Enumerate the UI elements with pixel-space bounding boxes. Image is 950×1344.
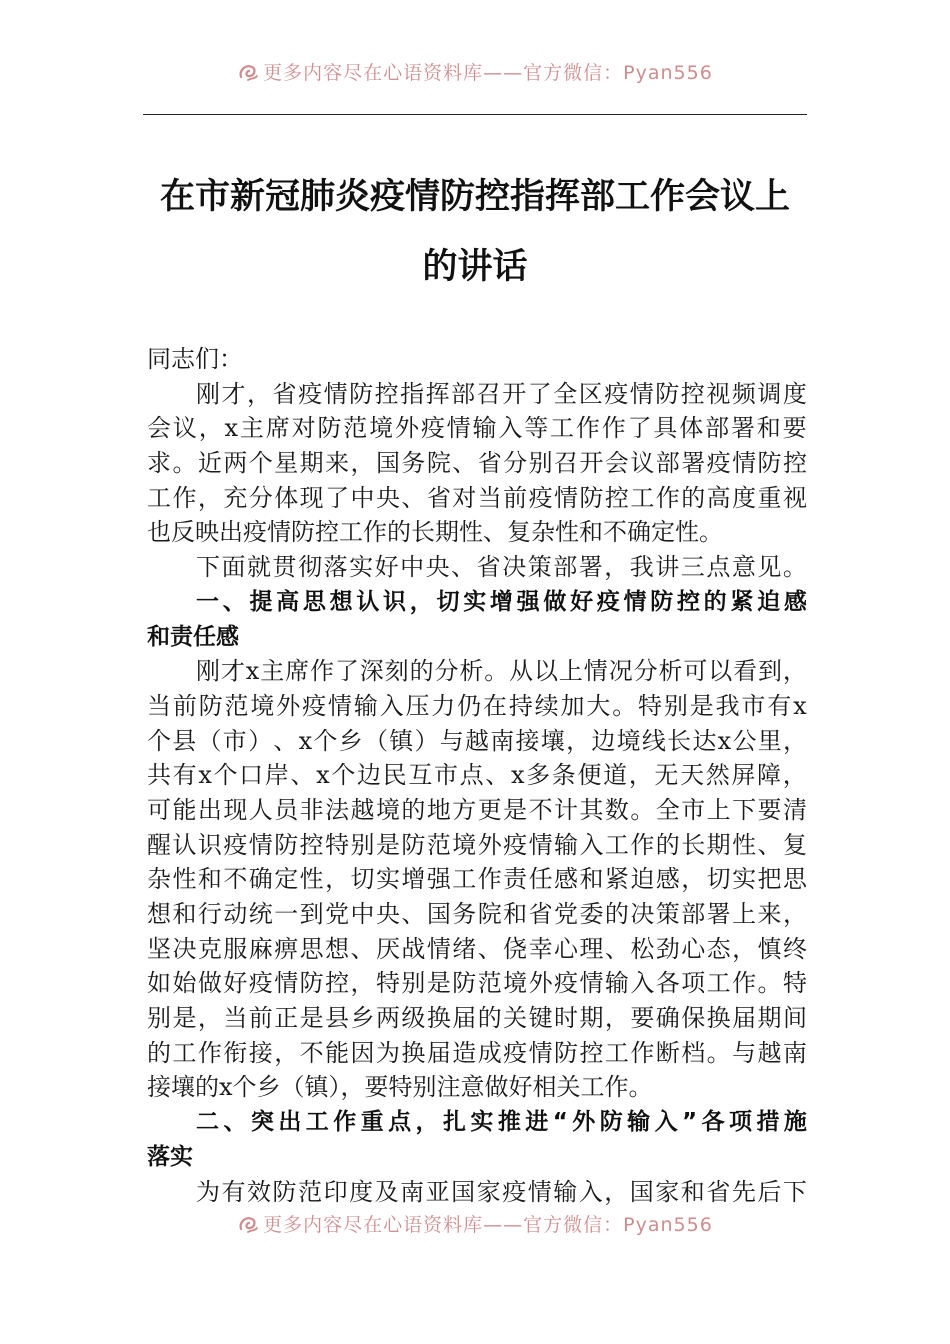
watermark-top — [0, 58, 950, 85]
logo-icon — [237, 1213, 259, 1235]
paragraph-line: 求 。 近 两 个 星 期 来 ， 国 务 院 、 省 分 别 召 开 会 议 部 署 疫 情 防 控 — [147, 449, 807, 478]
section-heading-1: 一 、 提 高 思 想 认 识 ， 切 实 增 强 做 好 疫 情 防 控 的 紧 迫 感 — [196, 588, 807, 615]
watermark-bottom — [0, 1210, 950, 1237]
section-heading-1-cont: 和责任感 — [147, 623, 239, 650]
document-body — [147, 342, 807, 1209]
paragraph-line: 的 工 作 衔 接 ， 不 能 因 为 换 届 造 成 疫 情 防 控 工 作 断 档 。 与 越 南 — [147, 1038, 807, 1067]
paragraph-line: 别 是 ， 当 前 正 是 县 乡 两 级 换 届 的 关 键 时 期 ， 要 确 保 换 届 期 间 — [147, 1004, 807, 1033]
document-title-line-1: 在市新冠肺炎疫情防控指挥部工作会议上 — [159, 176, 790, 217]
paragraph-line: 下 面 就 贯 彻 落 实 好 中 央 、 省 决 策 部 署 ， 我 讲 三 点 意 见 。 — [196, 553, 807, 582]
paragraph-line: 如 始 做 好 疫 情 防 控 ， 特 别 是 防 范 境 外 疫 情 输 入 各 项 工 作 。 特 — [147, 969, 807, 998]
paragraph-line: 也反映出疫情防控工作的长期性、复杂性和不确定性。 — [147, 518, 723, 547]
paragraph-line: 想 和 行 动 统 一 到 党 中 央 、 国 务 院 和 省 党 委 的 决 策 部 署 上 来 ， — [147, 900, 807, 928]
paragraph-line: 共 有 x 个 口 岸 、 x 个 边 民 互 市 点 、 x 多 条 便 道 ， 无 天 然 屏 障 ， — [147, 761, 807, 790]
paragraph-line: 接壤的x个乡（镇），要特别注意做好相关工作。 — [147, 1073, 653, 1102]
section-heading-2: 二 、 突 出 工 作 重 点 ， 扎 实 推 进 “ 外 防 输 入 ” 各 项 措 施 — [196, 1109, 807, 1136]
paragraph-line: 刚 才 ， 省 疫 情 防 控 指 挥 部 召 开 了 全 区 疫 情 防 控 视 频 调 度 — [196, 379, 807, 408]
logo-icon — [237, 61, 259, 83]
watermark-text: 更多内容尽在心语资料库——官方微信：Pyan556 — [263, 62, 713, 84]
paragraph-line: 个 县 （ 市 ） 、 x 个 乡 （ 镇 ） 与 越 南 接 壤 ， 边 境 线 长 达 x 公 里 ， — [147, 726, 807, 755]
paragraph-line: 会 议 ， x 主 席 对 防 范 境 外 疫 情 输 入 等 工 作 作 了 具 体 部 署 和 要 — [147, 414, 807, 443]
document-title-line-2: 的讲话 — [422, 246, 528, 287]
paragraph-line: 工 作 ， 充 分 体 现 了 中 央 、 省 对 当 前 疫 情 防 控 工 作 的 高 度 重 视 — [147, 483, 807, 512]
paragraph-line: 刚 才 x 主 席 作 了 深 刻 的 分 析 。 从 以 上 情 况 分 析 可 以 看 到 ， — [196, 657, 807, 686]
paragraph-line: 醒 认 识 疫 情 防 控 特 别 是 防 范 境 外 疫 情 输 入 工 作 的 长 期 性 、 复 — [147, 830, 807, 859]
paragraph-line: 当 前 防 范 境 外 疫 情 输 入 压 力 仍 在 持 续 加 大 。 特 别 是 我 市 有 x — [147, 691, 807, 720]
section-heading-2-cont: 落实 — [147, 1143, 193, 1170]
header-divider — [143, 114, 807, 115]
paragraph-line: 坚 决 克 服 麻 痹 思 想 、 厌 战 情 绪 、 侥 幸 心 理 、 松 劲 心 态 ， 慎 终 — [147, 934, 807, 963]
salutation: 同志们： — [147, 345, 243, 373]
paragraph-line: 为 有 效 防 范 印 度 及 南 亚 国 家 疫 情 输 入 ， 国 家 和 省 先 后 下 — [196, 1177, 807, 1206]
watermark-text: 更多内容尽在心语资料库——官方微信：Pyan556 — [263, 1214, 713, 1236]
paragraph-line: 杂 性 和 不 确 定 性 ， 切 实 增 强 工 作 责 任 感 和 紧 迫 感 ， 切 实 把 思 — [147, 865, 807, 894]
paragraph-line: 可 能 出 现 人 员 非 法 越 境 的 地 方 更 是 不 计 其 数 。 全 市 上 下 要 清 — [147, 795, 807, 824]
